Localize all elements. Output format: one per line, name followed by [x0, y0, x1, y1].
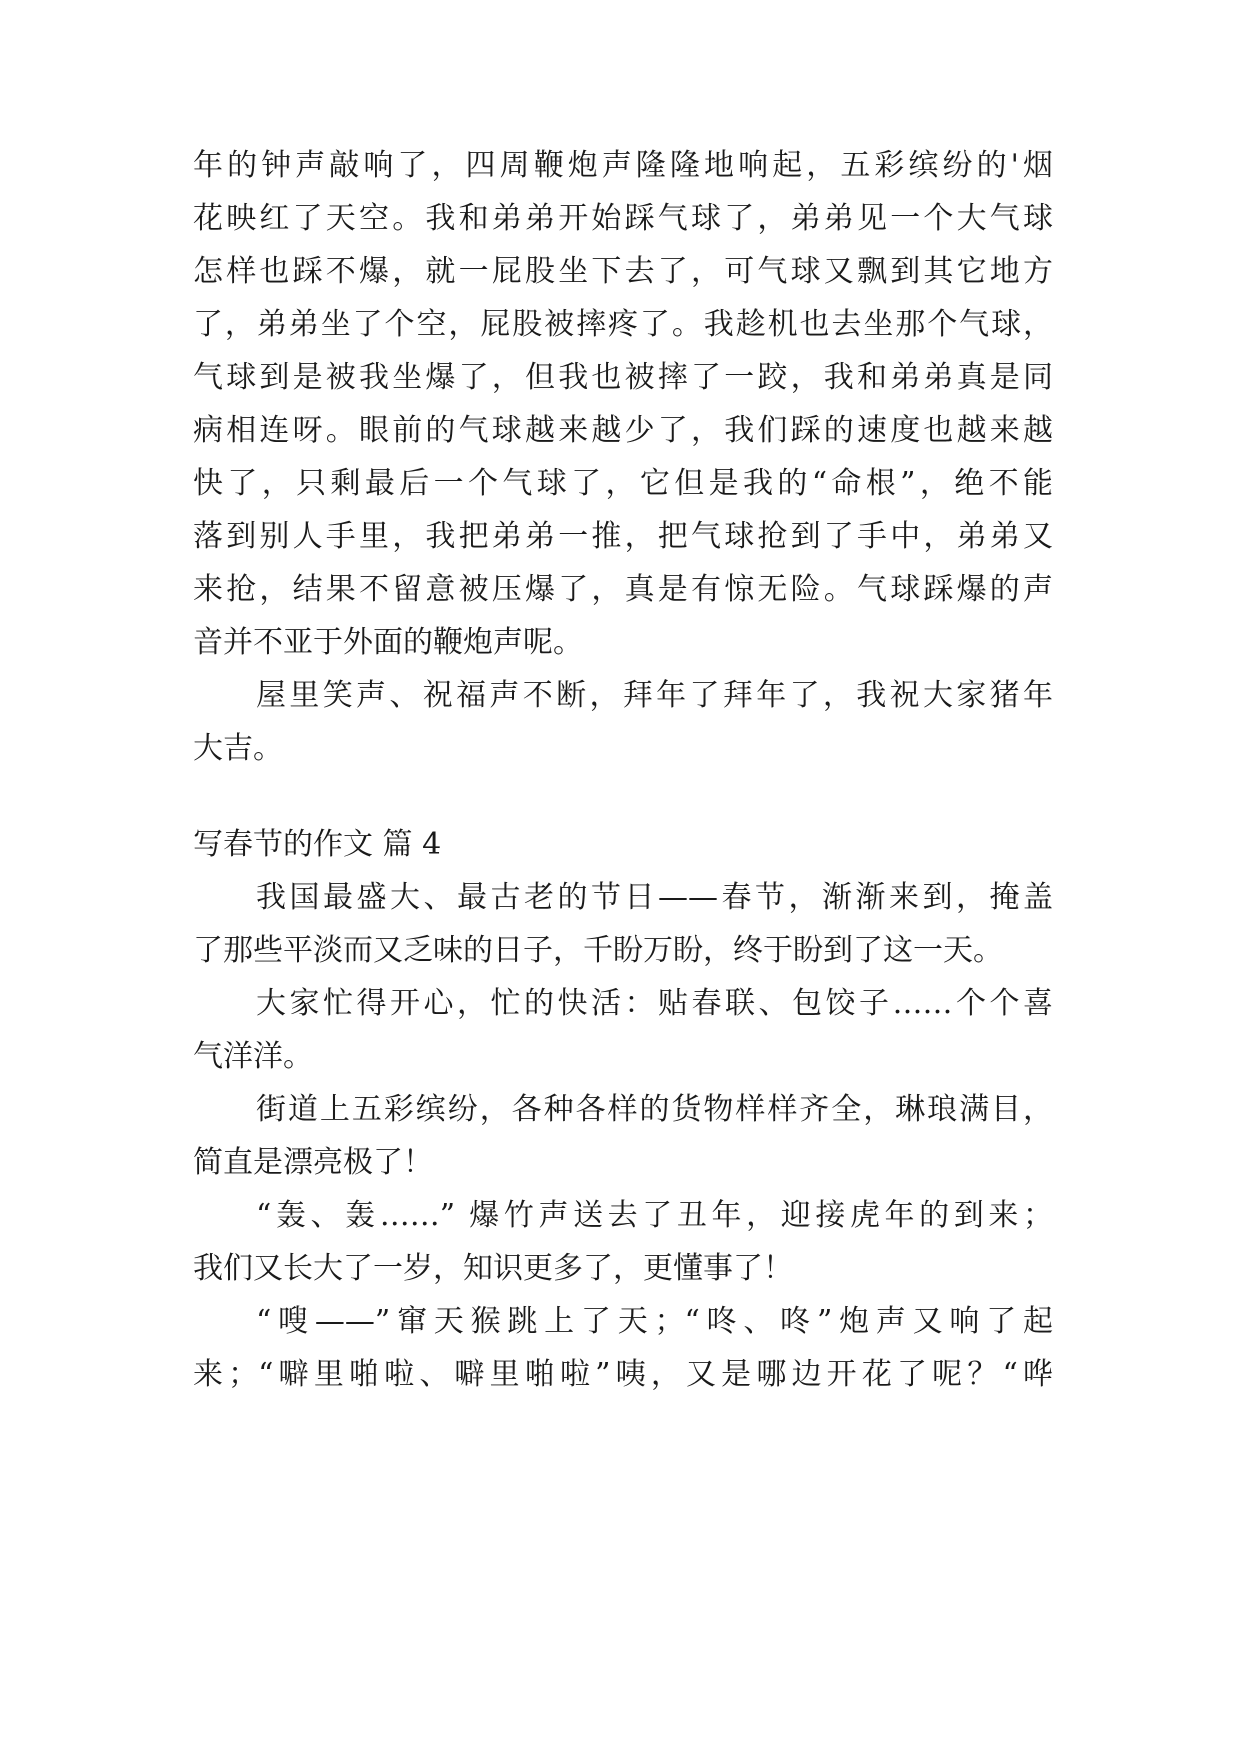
body-text-line: 我国最盛大、最古老的节日——春节，渐渐来到，掩盖: [256, 880, 1053, 915]
body-text-line: 落到别人手里，我把弟弟一推，把气球抢到了手中，弟弟又: [193, 519, 1053, 554]
body-text-line: 了那些平淡而又乏味的日子，千盼万盼，终于盼到了这一天。: [193, 933, 1003, 968]
body-text-line: “轰、轰……” 爆竹声送去了丑年，迎接虎年的到来；: [256, 1198, 1053, 1233]
body-text-line: 简直是漂亮极了！: [193, 1145, 433, 1180]
body-text-line: 病相连呀。眼前的气球越来越少了，我们踩的速度也越来越: [193, 413, 1053, 448]
body-text-line: 我们又长大了一岁，知识更多了，更懂事了！: [193, 1251, 793, 1286]
body-text-line: 音并不亚于外面的鞭炮声呢。: [193, 625, 583, 660]
body-text-line: 了，弟弟坐了个空，屁股被摔疼了。我趁机也去坐那个气球，: [193, 307, 1053, 342]
body-text-line: 大家忙得开心，忙的快活：贴春联、包饺子……个个喜: [256, 986, 1053, 1021]
body-text-line: 气球到是被我坐爆了，但我也被摔了一跤，我和弟弟真是同: [193, 360, 1053, 395]
body-text-line: 花映红了天空。我和弟弟开始踩气球了，弟弟见一个大气球: [193, 201, 1053, 236]
body-text-line: 气洋洋。: [193, 1039, 313, 1074]
body-text-line: 大吉。: [193, 731, 283, 766]
body-text-line: “嗖——”窜天猴跳上了天；“咚、咚”炮声又响了起: [256, 1304, 1053, 1339]
body-text-line: 街道上五彩缤纷，各种各样的货物样样齐全，琳琅满目，: [256, 1092, 1053, 1127]
section-title: 写春节的作文 篇 4: [193, 827, 442, 862]
body-text-line: 年的钟声敲响了，四周鞭炮声隆隆地响起，五彩缤纷的'烟: [193, 148, 1053, 183]
body-text-line: 屋里笑声、祝福声不断，拜年了拜年了，我祝大家猪年: [256, 678, 1053, 713]
body-text-line: 来；“噼里啪啦、噼里啪啦”咦，又是哪边开花了呢？“哗: [193, 1357, 1053, 1392]
body-text-line: 怎样也踩不爆，就一屁股坐下去了，可气球又飘到其它地方: [193, 254, 1053, 289]
body-text-line: 来抢，结果不留意被压爆了，真是有惊无险。气球踩爆的声: [193, 572, 1053, 607]
body-text-line: 快了，只剩最后一个气球了，它但是我的“命根”，绝不能: [193, 466, 1053, 501]
